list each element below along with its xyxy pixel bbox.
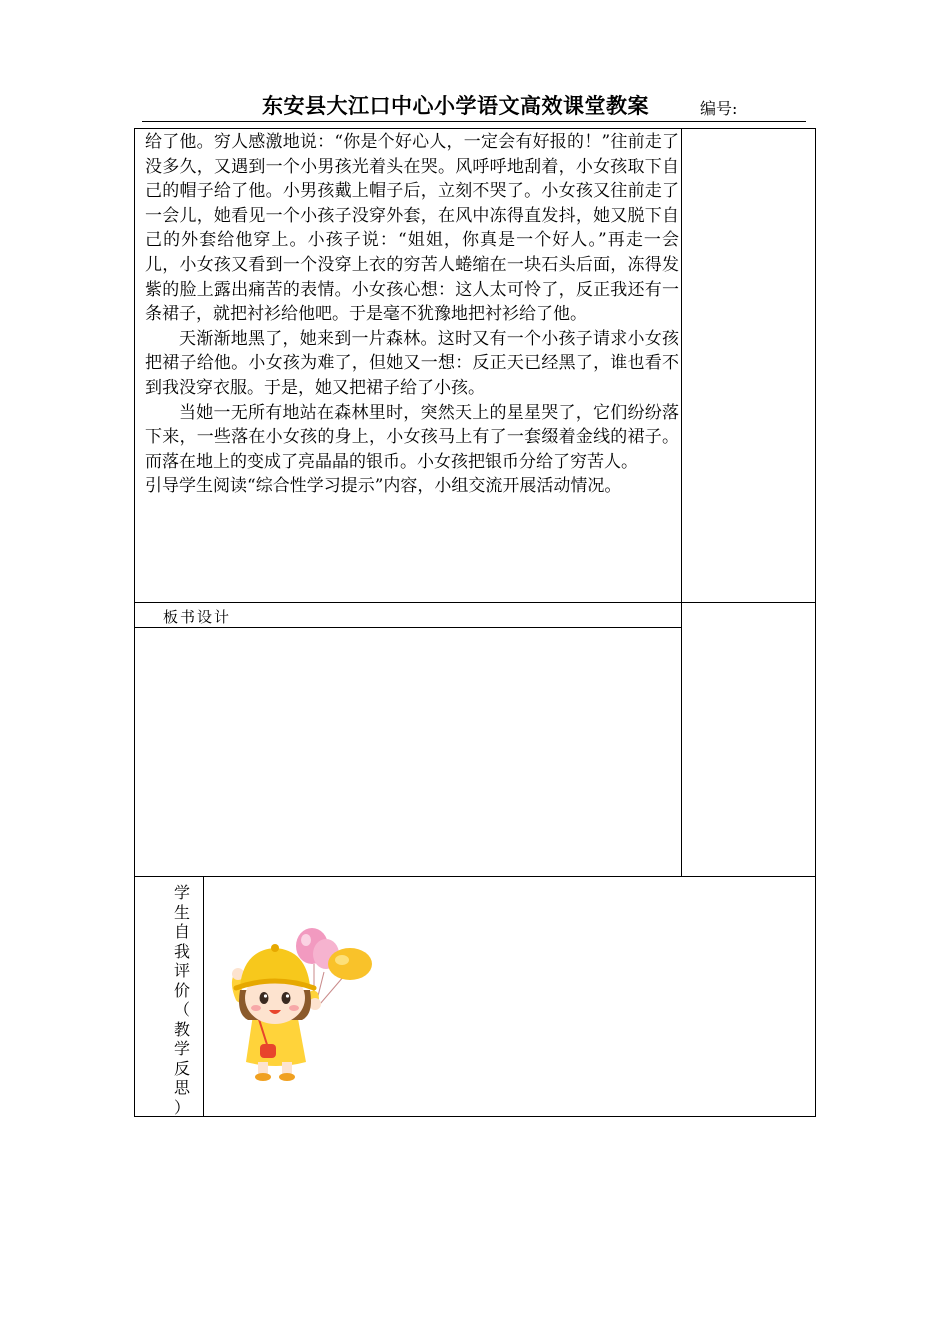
evaluation-label-divider	[203, 876, 204, 1117]
student-evaluation-label	[172, 883, 192, 1117]
eval-label-char: 生	[173, 902, 190, 922]
content-paragraph: 当她一无所有地站在森林里时，突然天上的星星哭了，它们纷纷落下来，一些落在小女孩的身上，小女孩马上有了一套缀着金线的裙子。而落在地上的变成了亮晶晶的银币。小女孩把银币分给了穷苦人。	[145, 402, 679, 472]
table-bottom-border	[134, 1116, 816, 1117]
table-left-border	[134, 128, 135, 1117]
eval-label-char: ）	[173, 1097, 190, 1117]
content-paragraph: 引导学生阅读“综合性学习提示”内容，小组交流开展活动情况。	[145, 476, 622, 497]
table-top-border	[134, 128, 816, 129]
eval-label-char: 学	[173, 1039, 190, 1058]
document-number-label: 编号:	[700, 99, 738, 118]
eval-label-char: 价	[173, 980, 190, 1000]
page-title: 东安县大江口中心小学语文高效课堂教案	[262, 94, 649, 118]
eval-label-char: 评	[173, 961, 190, 980]
board-design-label: 板书设计	[163, 608, 232, 626]
lesson-content	[145, 130, 679, 499]
evaluation-row-divider	[134, 876, 816, 877]
eval-label-char: 我	[173, 941, 190, 961]
board-label-divider	[134, 627, 682, 628]
content-paragraph: 天渐渐地黑了，她来到一片森林。这时又有一个小孩子请求小女孩把裙子给他。小女孩为难了，但她又一想：反正天已经黑了，谁也看不到我没穿衣服。于是，她又把裙子给了小孩。	[145, 328, 679, 398]
table-right-border	[815, 128, 816, 1117]
cartoon-girl-with-balloons-icon	[226, 924, 376, 1084]
content-row-divider	[134, 602, 816, 603]
eval-label-char: 自	[173, 922, 190, 941]
header-rule	[142, 121, 806, 122]
eval-label-char: 思	[173, 1078, 190, 1097]
eval-label-char: 反	[173, 1058, 190, 1078]
eval-label-char: 学	[173, 883, 190, 902]
notes-column-divider	[681, 128, 682, 877]
eval-label-char: （	[173, 1000, 190, 1019]
eval-label-char: 教	[173, 1019, 190, 1039]
content-paragraph: 给了他。穷人感激地说：“你是个好心人，一定会有好报的！”往前走了没多久，又遇到一个小男孩光着头在哭。风呼呼地刮着，小女孩取下自己的帽子给了他。小男孩戴上帽子后，立刻不哭了。小女孩又往前走了一会儿，她看见一个小孩子没穿外套，在风中冻得直发抖，她又脱下自己的外套给他穿上。小孩子说：“姐姐，你真是一个好人。”再走一会儿，小女孩又看到一个没穿上衣的穷苦人蜷缩在一块石头后面，冻得发紫的脸上露出痛苦的表情。小女孩心想：这人太可怜了，反正我还有一条裙子，就把衬衫给他吧。于是毫不犹豫地把衬衫给了他。	[145, 132, 679, 325]
